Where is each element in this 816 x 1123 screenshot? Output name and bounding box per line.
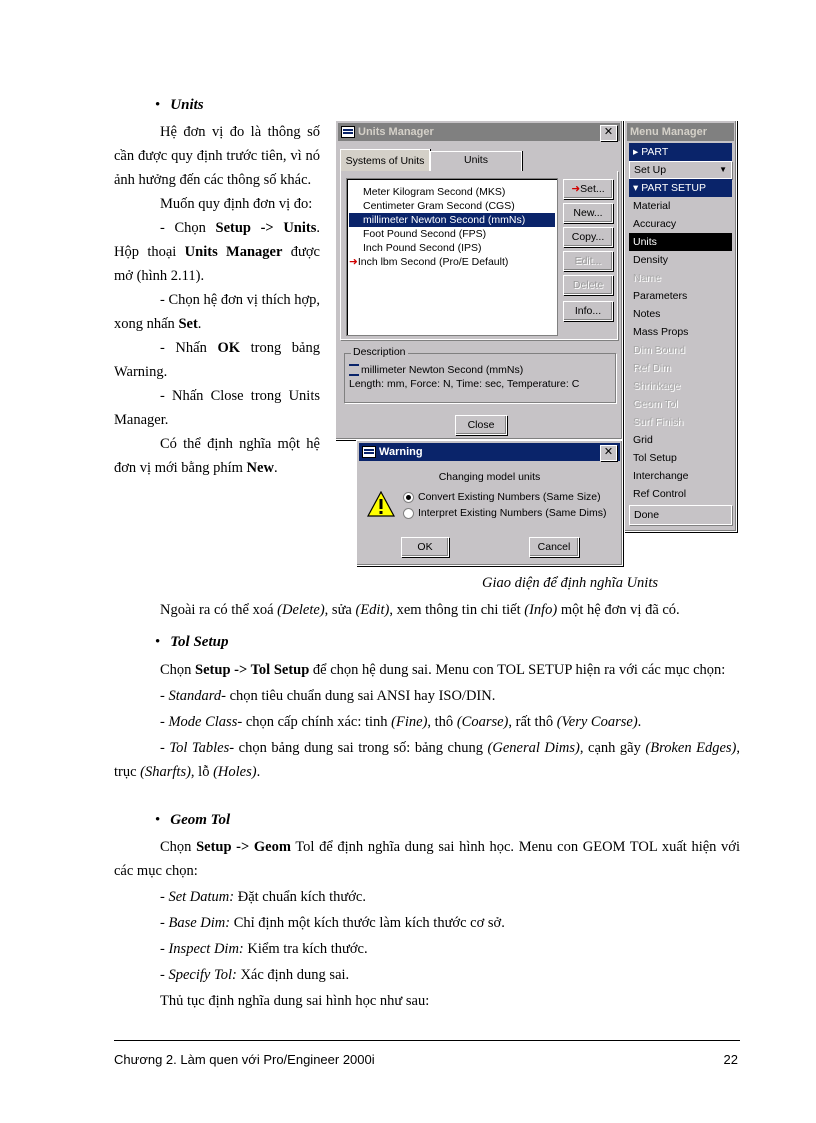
menu-item-accuracy[interactable]: Accuracy	[633, 218, 677, 230]
menu-manager	[624, 120, 737, 532]
window-icon	[341, 126, 355, 138]
paragraph: - Nhấn Close trong Units Manager.	[114, 388, 320, 428]
menu-item-notes[interactable]: Notes	[633, 308, 661, 320]
warning-message: Changing model units	[438, 471, 541, 483]
section-heading-geom-tol: • Geom Tol	[155, 812, 230, 829]
menu-item-surf-finish[interactable]: Surf Finish	[633, 416, 684, 428]
cancel-button[interactable]: Cancel	[529, 537, 579, 557]
section-heading-tol-setup: • Tol Setup	[155, 634, 228, 651]
tab-systems-of-units[interactable]: Systems of Units	[340, 149, 430, 171]
paragraph: - Chọn hệ đơn vị thích hợp, xong nhấn Set.	[114, 292, 320, 332]
geom-tol-text	[114, 835, 740, 1013]
new-button[interactable]: New...	[563, 203, 613, 223]
chevron-down-icon: ▼	[719, 165, 727, 174]
units-description-column	[114, 120, 320, 480]
menu-item-geom-tol[interactable]: Geom Tol	[633, 398, 678, 410]
warning-icon	[367, 491, 395, 517]
menu-item-ref-dim[interactable]: Ref Dim	[633, 362, 671, 374]
menu-item-units[interactable]: Units	[629, 233, 732, 251]
menu-item-part-setup[interactable]: ▾ PART SETUP	[629, 179, 732, 197]
paragraph: Thủ tục định nghĩa dung sai hình học như sau:	[160, 993, 430, 1009]
info-button[interactable]: Info...	[563, 301, 613, 321]
menu-item-mass-props[interactable]: Mass Props	[633, 326, 689, 338]
units-manager-dialog	[335, 120, 623, 440]
paragraph: Ngoài ra có thể xoá (Delete), sửa (Edit), xem thông tin chi tiết (Info) một hệ đơn vị đã có.	[160, 602, 680, 618]
menu-item-material[interactable]: Material	[633, 200, 671, 212]
list-item[interactable]: Meter Kilogram Second (MKS)	[363, 186, 506, 198]
description-name: millimeter Newton Second (mmNs)	[349, 364, 523, 376]
figure-caption: Giao diện để định nghĩa Units	[481, 575, 658, 591]
delete-button[interactable]: Delete	[563, 275, 613, 295]
units-icon	[349, 364, 359, 376]
paragraph: - Specify Tol: Xác định dung sai.	[160, 967, 350, 983]
list-item[interactable]: ➜Inch lbm Second (Pro/E Default)	[349, 256, 509, 268]
paragraph: Chọn Setup -> Geom Tol để định nghĩa dung sai hình học. Menu con GEOM TOL xuất hiện với các mục chọn:	[114, 839, 740, 879]
close-icon[interactable]: ✕	[600, 125, 617, 141]
warning-titlebar	[359, 443, 620, 461]
page-number: 22	[723, 1052, 738, 1067]
paragraph: - Base Dim: Chỉ định một kích thước làm kích thước cơ sở.	[160, 915, 505, 931]
arrow-right-icon: ➜	[571, 183, 581, 195]
menu-item-interchange[interactable]: Interchange	[633, 470, 689, 482]
window-icon	[362, 446, 376, 458]
section-heading-units: • Units	[155, 97, 204, 114]
body-text	[114, 598, 740, 622]
menu-item-grid[interactable]: Grid	[633, 434, 653, 446]
caret-down-icon: ▾	[633, 182, 642, 194]
paragraph: - Tol Tables- chọn bảng dung sai trong số: bảng chung (General Dims), cạnh gãy (Broken Edges), trục (Sharfts), lỗ (Holes).	[114, 740, 740, 780]
tab-units[interactable]: Units	[430, 151, 522, 171]
copy-button[interactable]: Copy...	[563, 227, 613, 247]
window-title: Units Manager	[358, 126, 434, 138]
menu-item-tol-setup[interactable]: Tol Setup	[633, 452, 677, 464]
radio-checked[interactable]	[403, 492, 414, 503]
arrow-right-icon: ➜	[349, 256, 358, 268]
menu-item-done[interactable]: Done	[629, 505, 732, 525]
description-label: Description	[353, 346, 406, 358]
tol-setup-text	[114, 658, 740, 784]
paragraph: Chọn Setup -> Tol Setup để chọn hệ dung sai. Menu con TOL SETUP hiện ra với các mục chọn:	[160, 662, 726, 678]
paragraph: Hệ đơn vị đo là thông số cần được quy định trước tiên, vì nó ảnh hưởng đến các thông số khác.	[114, 124, 320, 188]
ok-button[interactable]: OK	[401, 537, 449, 557]
paragraph: - Nhấn OK trong bảng Warning.	[114, 340, 320, 380]
close-icon[interactable]: ✕	[600, 445, 617, 461]
warning-dialog	[356, 440, 623, 566]
description-detail: Length: mm, Force: N, Time: sec, Temperature: C	[349, 378, 580, 390]
units-list[interactable]	[346, 178, 558, 336]
footer-divider	[114, 1040, 740, 1041]
menu-item-ref-control[interactable]: Ref Control	[633, 488, 687, 500]
list-item[interactable]: Inch Pound Second (IPS)	[363, 242, 482, 254]
window-title: Warning	[379, 446, 423, 458]
menu-item-density[interactable]: Density	[633, 254, 669, 266]
set-button[interactable]: ➜Set...	[563, 179, 613, 199]
units-manager-titlebar	[338, 123, 620, 141]
list-item[interactable]: Centimeter Gram Second (CGS)	[363, 200, 515, 212]
paragraph: Muốn quy định đơn vị đo:	[160, 196, 313, 212]
menu-manager-titlebar: Menu Manager	[627, 123, 734, 141]
edit-button[interactable]: Edit...	[563, 251, 613, 271]
caret-right-icon: ▸	[633, 146, 642, 158]
setup-dropdown[interactable]: Set Up ▼	[629, 161, 732, 179]
paragraph: - Mode Class- chọn cấp chính xác: tinh (Fine), thô (Coarse), rất thô (Very Coarse).	[160, 714, 642, 730]
menu-item-name[interactable]: Name	[633, 272, 662, 284]
menu-item-part[interactable]: ▸ PART	[629, 143, 732, 161]
paragraph: - Inspect Dim: Kiểm tra kích thước.	[160, 941, 368, 957]
description-group	[344, 346, 616, 403]
paragraph: - Set Datum: Đặt chuẩn kích thước.	[160, 889, 366, 905]
paragraph: - Standard- chọn tiêu chuẩn dung sai ANSI hay ISO/DIN.	[160, 688, 496, 704]
list-item[interactable]: Foot Pound Second (FPS)	[363, 228, 487, 240]
radio-unchecked[interactable]	[403, 508, 414, 519]
menu-item-shrinkage[interactable]: Shrinkage	[633, 380, 681, 392]
menu-item-dim-bound[interactable]: Dim Bound	[633, 344, 685, 356]
menu-item-parameters[interactable]: Parameters	[633, 290, 688, 302]
paragraph: - Chọn Setup -> Units. Hộp thoại Units Manager được mở (hình 2.11).	[114, 220, 320, 284]
interpret-option[interactable]: Interpret Existing Numbers (Same Dims)	[403, 507, 606, 519]
footer-chapter: Chương 2. Làm quen với Pro/Engineer 2000i	[114, 1052, 375, 1067]
close-button[interactable]: Close	[455, 415, 507, 435]
paragraph: Có thể định nghĩa một hệ đơn vị mới bằng phím New.	[114, 436, 320, 476]
list-item-selected[interactable]: millimeter Newton Second (mmNs)	[349, 213, 555, 227]
convert-option[interactable]: Convert Existing Numbers (Same Size)	[403, 491, 601, 503]
